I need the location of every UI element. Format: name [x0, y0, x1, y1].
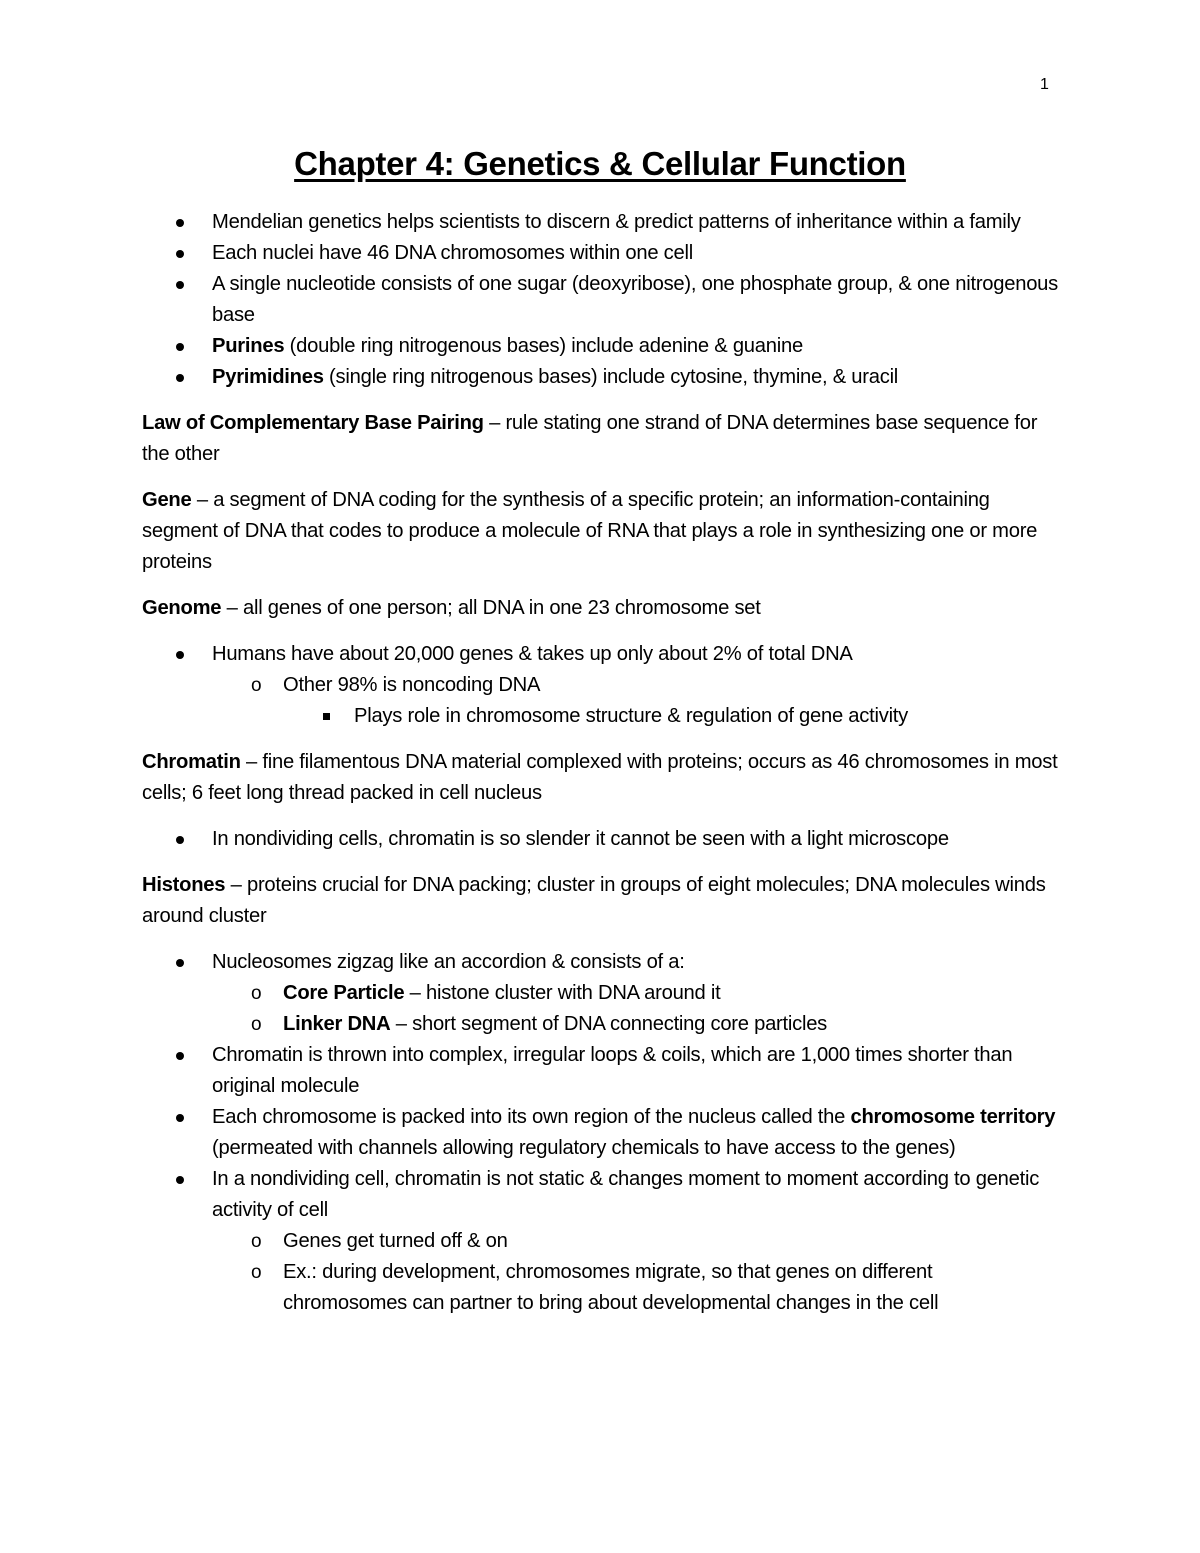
list-item: In a nondividing cell, chromatin is not static & changes moment to moment according to genetic activity of cell o Genes get turned off & on o Ex.: during development, chromosomes migrate, so that genes on different chromosomes can partner to bring about developmental changes in the cell [142, 1164, 1060, 1319]
sub-sub-list [212, 701, 1060, 732]
definition-law-complementary-base-pairing: Law of Complementary Base Pairing – rule stating one strand of DNA determines base sequence for the other [142, 412, 1038, 465]
list-item: Nucleosomes zigzag like an accordion & consists of a: o Core Particle – histone cluster with DNA around it o Linker DNA – short segment of DNA connecting core particles [142, 947, 1060, 1040]
page-number: 1 [1040, 76, 1049, 93]
term-chromosome-territory: chromosome territory [850, 1106, 1056, 1128]
definition-histones: Histones – proteins crucial for DNA packing; cluster in groups of eight molecules; DNA molecules winds around cluster [142, 874, 1046, 927]
histone-bullet-list [142, 947, 1060, 1319]
sub-list-item: o Linker DNA – short segment of DNA connecting core particles [212, 1009, 1060, 1040]
sub-list [142, 978, 1060, 1040]
sub-list-item: o Core Particle – histone cluster with DNA around it [212, 978, 1060, 1009]
intro-bullet-list [142, 207, 1060, 393]
term-linker-dna: Linker DNA [283, 1013, 391, 1035]
sub-list [142, 670, 1060, 732]
term-core-particle: Core Particle [283, 982, 405, 1004]
sub-sub-list-item: Plays role in chromosome structure & regulation of gene activity [283, 701, 1060, 732]
sub-list [142, 1226, 1060, 1319]
list-item: Each nuclei have 46 DNA chromosomes within one cell [142, 238, 1060, 269]
definition-gene: Gene – a segment of DNA coding for the synthesis of a specific protein; an information-containing segment of DNA that codes to produce a molecule of RNA that plays a role in synthesizing one or more proteins [142, 489, 1038, 573]
sub-list-item: o Other 98% is noncoding DNA Plays role in chromosome structure & regulation of gene activity [212, 670, 1060, 732]
term-pyrimidines: Pyrimidines [212, 366, 324, 388]
document-body [142, 207, 1060, 1319]
sub-list-item: o Ex.: during development, chromosomes migrate, so that genes on different chromosomes can partner to bring about developmental changes in the cell [212, 1257, 1060, 1319]
sub-list-item: o Genes get turned off & on [212, 1226, 1060, 1257]
genome-bullet-list [142, 639, 1060, 732]
list-item: Mendelian genetics helps scientists to discern & predict patterns of inheritance within a family [142, 207, 1060, 238]
list-item: Each chromosome is packed into its own region of the nucleus called the chromosome territory (permeated with channels allowing regulatory chemicals to have access to the genes) [142, 1102, 1060, 1164]
list-item: In nondividing cells, chromatin is so slender it cannot be seen with a light microscope [142, 824, 1060, 855]
list-item: Pyrimidines (single ring nitrogenous bases) include cytosine, thymine, & uracil [142, 362, 1060, 393]
definition-genome: Genome – all genes of one person; all DNA in one 23 chromosome set [142, 597, 761, 619]
chromatin-bullet-list [142, 824, 1060, 855]
list-item: A single nucleotide consists of one sugar (deoxyribose), one phosphate group, & one nitrogenous base [142, 269, 1060, 331]
term-purines: Purines [212, 335, 285, 357]
page-title: Chapter 4: Genetics & Cellular Function [294, 145, 906, 182]
list-item: Chromatin is thrown into complex, irregular loops & coils, which are 1,000 times shorter than original molecule [142, 1040, 1060, 1102]
list-item: Purines (double ring nitrogenous bases) include adenine & guanine [142, 331, 1060, 362]
list-item: Humans have about 20,000 genes & takes up only about 2% of total DNA o Other 98% is noncoding DNA Plays role in chromosome structure & regulation of gene activity [142, 639, 1060, 732]
definition-chromatin: Chromatin – fine filamentous DNA material complexed with proteins; occurs as 46 chromosomes in most cells; 6 feet long thread packed in cell nucleus [142, 751, 1058, 804]
